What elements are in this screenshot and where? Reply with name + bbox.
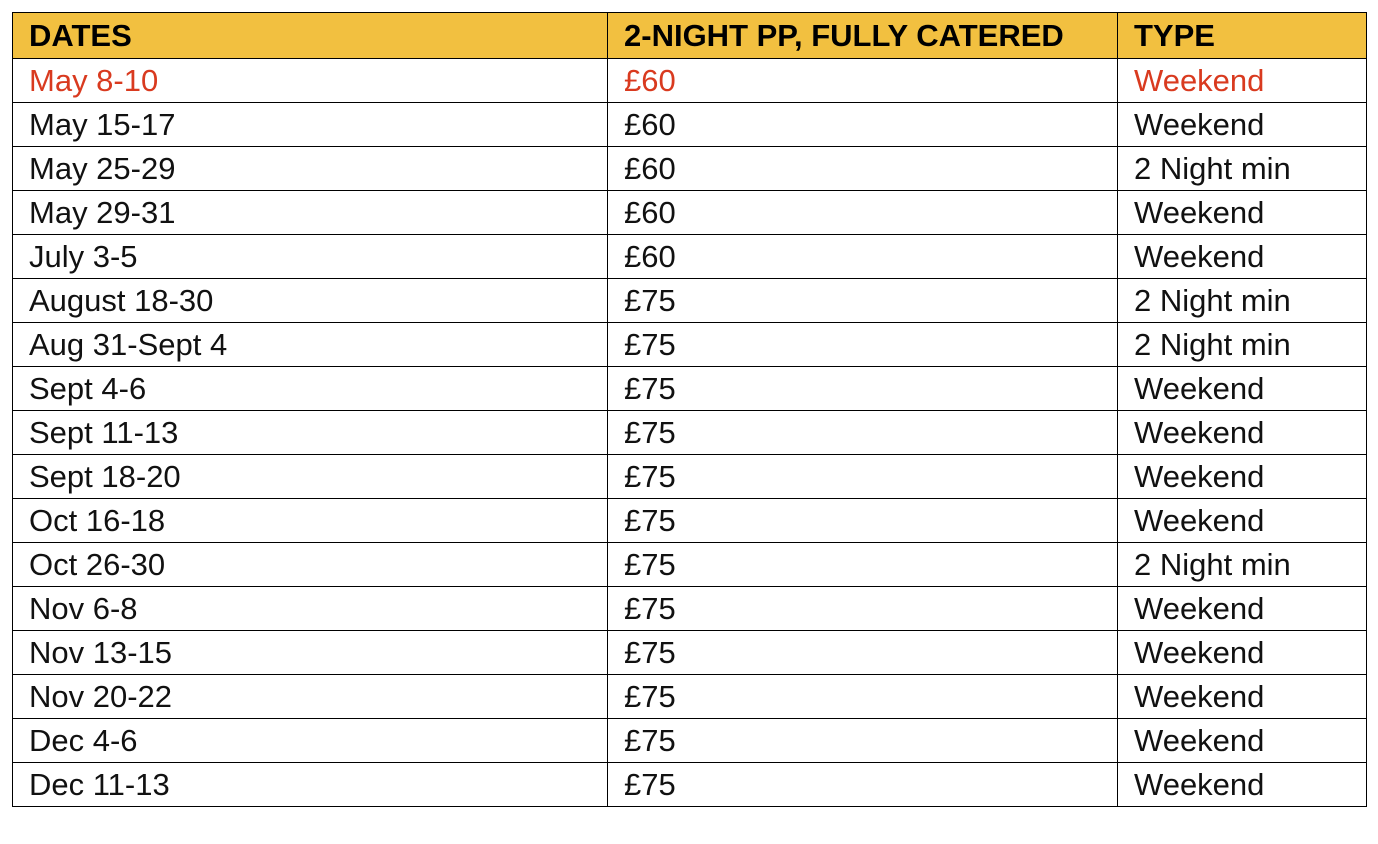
cell-type: 2 Night min (1118, 323, 1367, 367)
cell-type: 2 Night min (1118, 279, 1367, 323)
table-row (13, 587, 1367, 631)
table-row (13, 279, 1367, 323)
cell-dates: Oct 26-30 (13, 543, 608, 587)
header-price: 2-NIGHT PP, FULLY CATERED (608, 13, 1118, 59)
cell-dates: May 29-31 (13, 191, 608, 235)
table-row (13, 499, 1367, 543)
cell-type: Weekend (1118, 235, 1367, 279)
price-schedule-table (12, 12, 1367, 807)
table-row (13, 323, 1367, 367)
table-row (13, 367, 1367, 411)
cell-type: Weekend (1118, 631, 1367, 675)
cell-price: £75 (608, 763, 1118, 807)
cell-dates: Nov 6-8 (13, 587, 608, 631)
table-row (13, 59, 1367, 103)
cell-price: £75 (608, 719, 1118, 763)
header-type: TYPE (1118, 13, 1367, 59)
header-dates: DATES (13, 13, 608, 59)
cell-type: Weekend (1118, 455, 1367, 499)
cell-type: Weekend (1118, 499, 1367, 543)
cell-price: £75 (608, 631, 1118, 675)
cell-price: £75 (608, 499, 1118, 543)
cell-type: 2 Night min (1118, 147, 1367, 191)
cell-dates: May 8-10 (13, 59, 608, 103)
cell-price: £60 (608, 235, 1118, 279)
cell-dates: Sept 18-20 (13, 455, 608, 499)
cell-type: Weekend (1118, 59, 1367, 103)
cell-dates: Nov 20-22 (13, 675, 608, 719)
cell-price: £75 (608, 323, 1118, 367)
cell-dates: August 18-30 (13, 279, 608, 323)
table-row (13, 763, 1367, 807)
cell-type: Weekend (1118, 675, 1367, 719)
cell-type: Weekend (1118, 367, 1367, 411)
cell-type: Weekend (1118, 763, 1367, 807)
table-row (13, 455, 1367, 499)
cell-price: £60 (608, 59, 1118, 103)
table-row (13, 147, 1367, 191)
cell-dates: Oct 16-18 (13, 499, 608, 543)
cell-dates: May 15-17 (13, 103, 608, 147)
cell-type: Weekend (1118, 103, 1367, 147)
cell-price: £75 (608, 543, 1118, 587)
table-row (13, 235, 1367, 279)
table-row (13, 719, 1367, 763)
cell-dates: July 3-5 (13, 235, 608, 279)
cell-dates: Sept 11-13 (13, 411, 608, 455)
cell-price: £75 (608, 279, 1118, 323)
table-body (13, 59, 1367, 807)
cell-dates: Dec 4-6 (13, 719, 608, 763)
cell-price: £75 (608, 411, 1118, 455)
table-row (13, 543, 1367, 587)
table-row (13, 103, 1367, 147)
cell-dates: Aug 31-Sept 4 (13, 323, 608, 367)
cell-price: £60 (608, 103, 1118, 147)
table-row (13, 675, 1367, 719)
table-header-row (13, 13, 1367, 59)
cell-dates: May 25-29 (13, 147, 608, 191)
cell-dates: Nov 13-15 (13, 631, 608, 675)
cell-type: 2 Night min (1118, 543, 1367, 587)
cell-type: Weekend (1118, 191, 1367, 235)
table-row (13, 631, 1367, 675)
cell-type: Weekend (1118, 587, 1367, 631)
table-row (13, 191, 1367, 235)
cell-price: £75 (608, 587, 1118, 631)
cell-price: £75 (608, 455, 1118, 499)
cell-type: Weekend (1118, 719, 1367, 763)
cell-price: £60 (608, 191, 1118, 235)
cell-type: Weekend (1118, 411, 1367, 455)
cell-dates: Sept 4-6 (13, 367, 608, 411)
table-row (13, 411, 1367, 455)
cell-price: £75 (608, 367, 1118, 411)
cell-dates: Dec 11-13 (13, 763, 608, 807)
cell-price: £60 (608, 147, 1118, 191)
cell-price: £75 (608, 675, 1118, 719)
